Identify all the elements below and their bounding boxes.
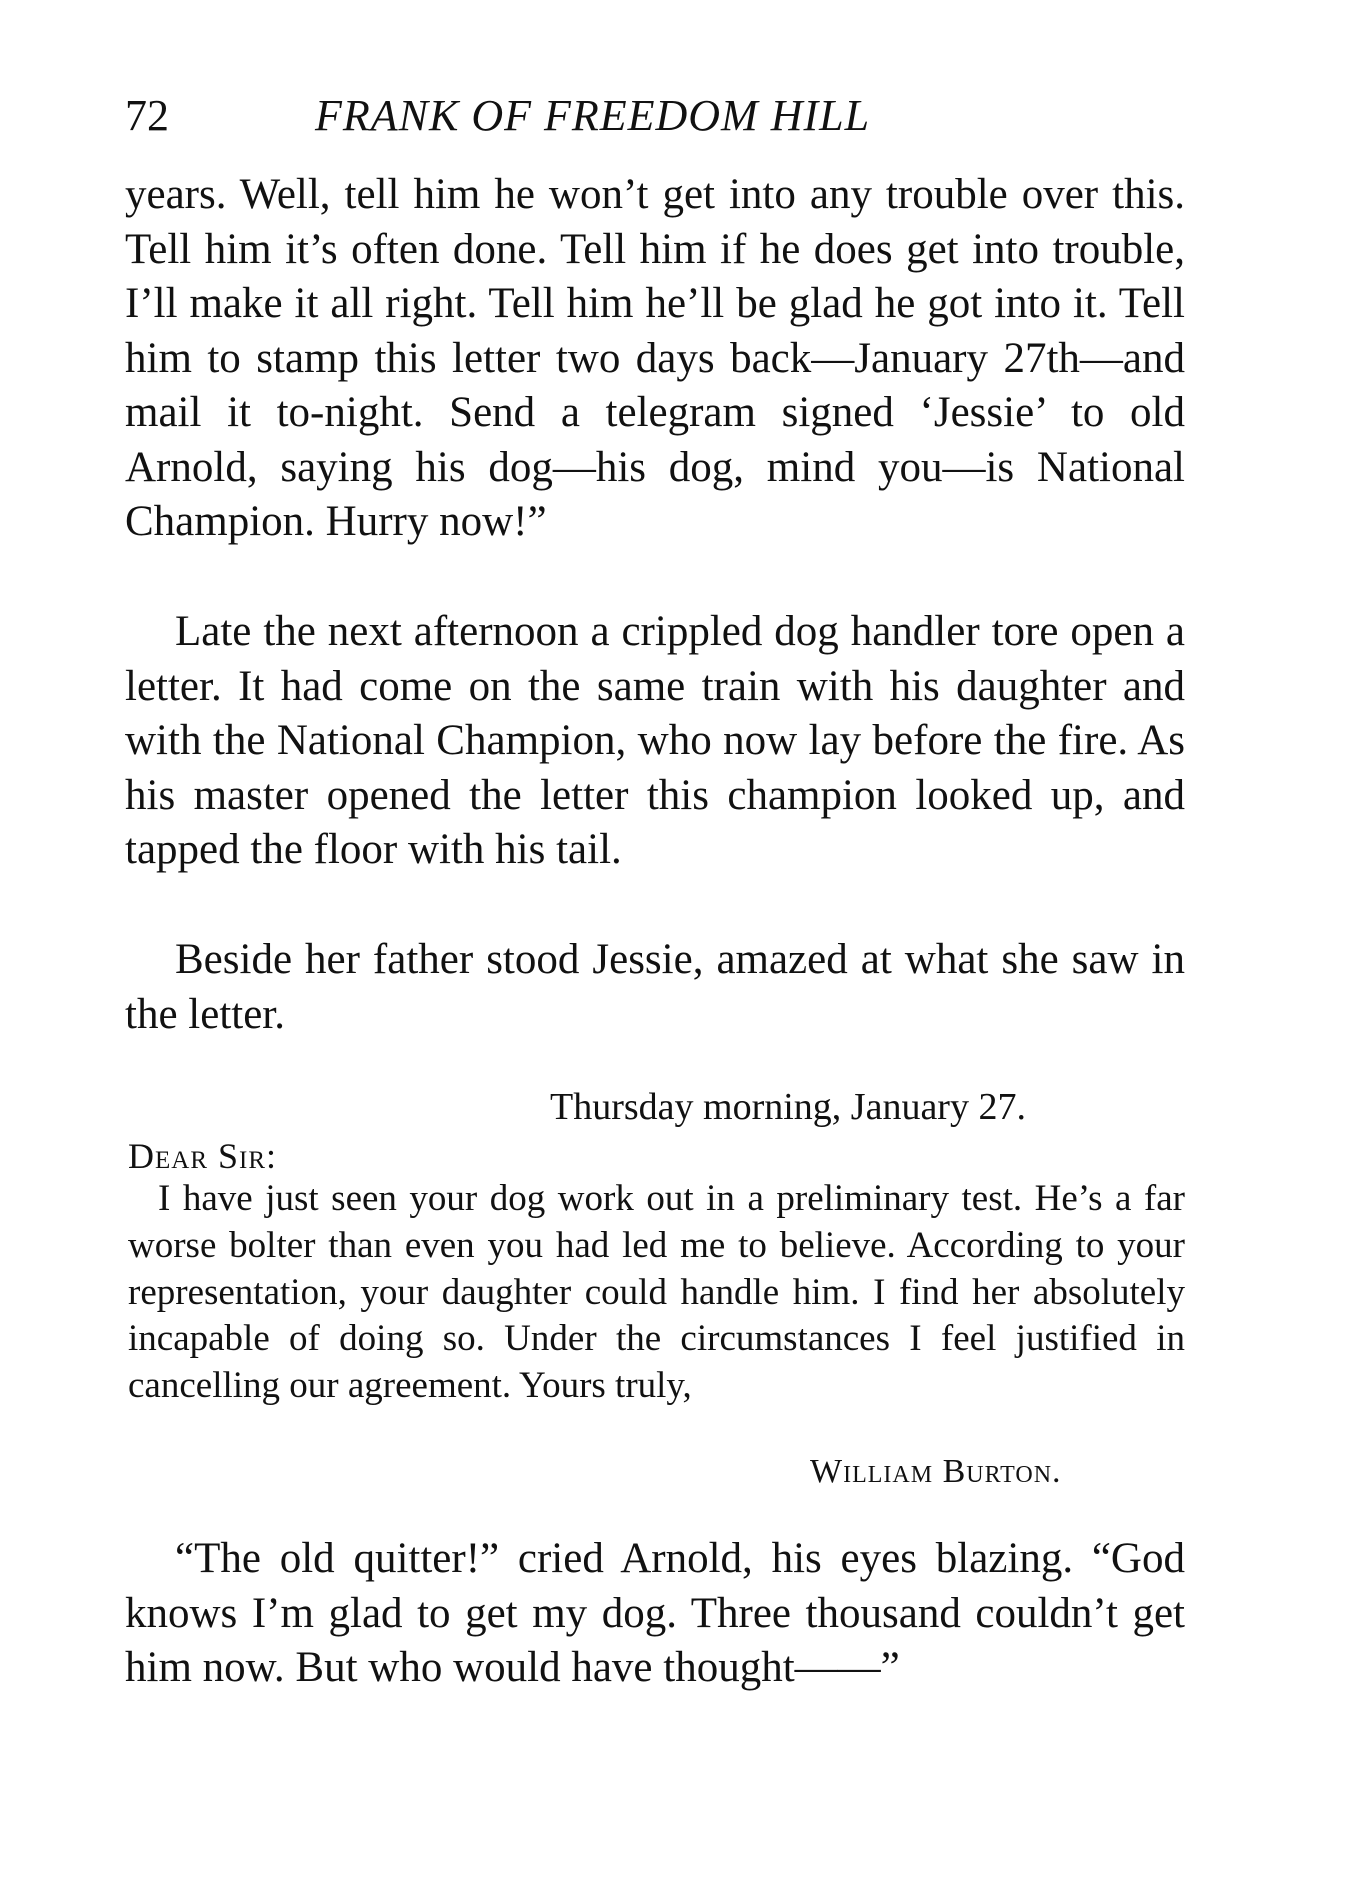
letter-salutation: Dear Sir: [128,1136,278,1176]
paragraph-4: “The old quitter!” cried Arnold, his eyes blazing. “God knows I’m glad to get my dog. Three thousand couldn’t get him now. But who would have thought——” [125,1535,1185,1691]
letter-body: I have just seen your dog work out in a preliminary test. He’s a far worse bolter than even you had led me to believe. According to your representation, your daughter could handle him. I find her absolutely incapable of doing so. Under the circumstances I feel justified in cancelling our agreement. Yours truly, [128,1178,1185,1407]
paragraph-2: Late the next afternoon a crippled dog handler tore open a letter. It had come on the same train with his daughter and with the National Champion, who now lay before the fire. As his master opened the letter this champion looked up, and tapped the floor with his tail. [125,608,1185,873]
page-number: 72 [125,91,169,140]
running-head [125,86,1195,146]
paragraph-1: years. Well, tell him he won’t get into any trouble over this. Tell him it’s often done. Tell him if he does get into trouble, I’ll make it all right. Tell him he’ll be glad he got into it. Tell him to stamp this letter two days back—January 27th—and mail it to-night. Send a telegram signed ‘Jessie’ to old Arnold, saying his dog—his dog, mind you—is National Champion. Hurry now!” [125,171,1185,545]
letter-signature: William Burton. [810,1453,1062,1490]
book-title: FRANK OF FREEDOM HILL [315,91,871,140]
paragraph-3: Beside her father stood Jessie, amazed at what she saw in the letter. [125,936,1185,1038]
letter-date: Thursday morning, January 27. [550,1086,1026,1128]
